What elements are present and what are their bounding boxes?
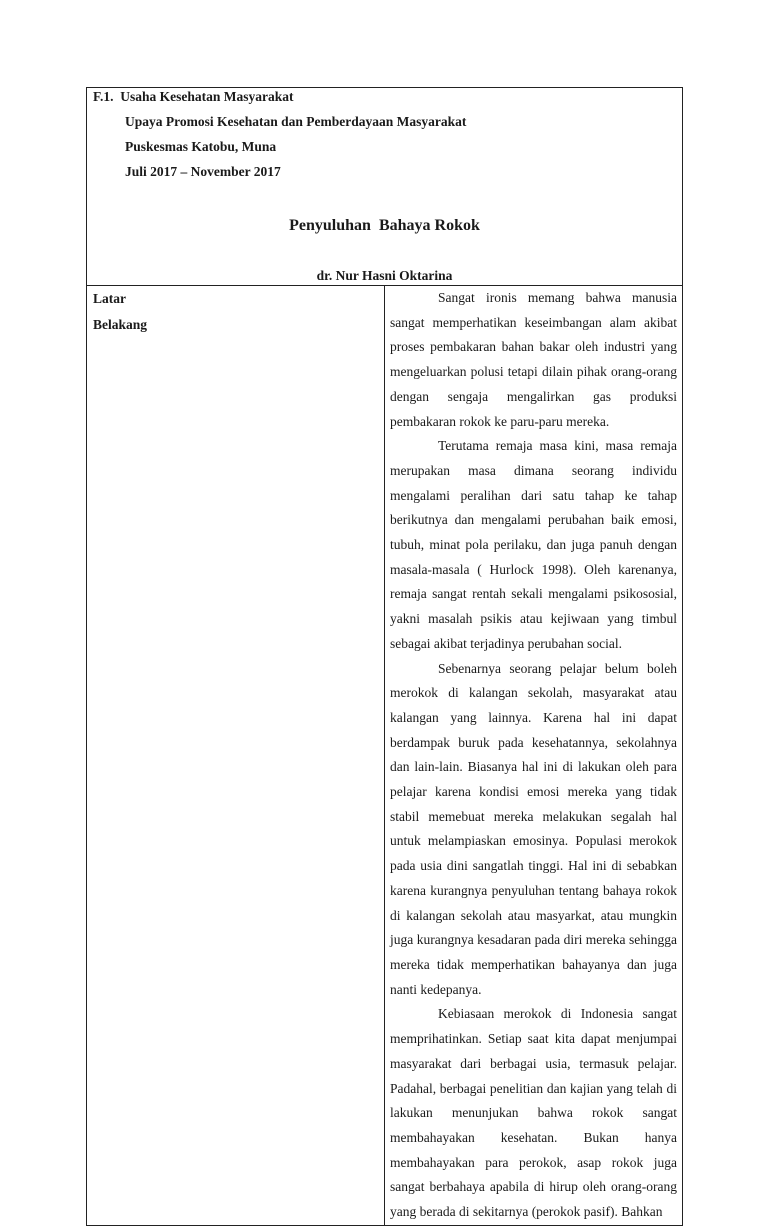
- header-cell: [87, 88, 683, 286]
- section-body-cell: [385, 286, 683, 1226]
- document-table: [86, 87, 683, 1226]
- program-subtitle: Upaya Promosi Kesehatan dan Pemberdayaan Masyarakat: [125, 114, 467, 129]
- location-line: Puskesmas Katobu, Muna: [125, 139, 277, 154]
- program-heading: [93, 89, 294, 105]
- program-code: F.1.: [93, 89, 114, 104]
- body-paragraph: Kebiasaan merokok di Indonesia sangat memprihatinkan. Setiap saat kita dapat menjumpai masyarakat dari berbagai usia, termasuk pelajar. Padahal, berbagai penelitian dan kajian yang telah di lakukan menunjukan bahwa rokok sangat membahayakan kesehatan. Bukan hanya membahayakan para perokok, asap rokok juga sangat berbahaya apabila di hirup oleh orang-orang yang berada di sekitarnya (perokok pasif). Bahkan: [390, 1006, 677, 1220]
- section-label-line: Latar: [93, 291, 126, 306]
- period-line: Juli 2017 – November 2017: [125, 164, 281, 179]
- section-label-line: Belakang: [93, 317, 148, 332]
- body-paragraph: Sebenarnya seorang pelajar belum boleh merokok di kalangan sekolah, masyarakat atau kalangan yang lainnya. Karena hal ini dapat berdampak buruk pada kesehatannya, sekolahnya dan lain-lain. Biasanya hal ini di lakukan oleh para pelajar karena kondisi emosi mereka yang tidak stabil memebuat mereka melakukan segalah hal untuk melampiaskan emosinya. Populasi merokok pada usia dini sangatlah tinggi. Hal ini di sebabkan karena kurangnya penyuluhan tentang bahaya rokok di kalangan sekolah atau masyarkat, atau mungkin juga kurangnya kesadaran pada diri mereka sehingga mereka tidak memperhatikan bahayanya dan juga nanti kedepanya.: [390, 660, 677, 997]
- author-name: dr. Nur Hasni Oktarina: [316, 268, 453, 283]
- document-title: Penyuluhan Bahaya Rokok: [289, 217, 480, 234]
- body-paragraph: Sangat ironis memang bahwa manusia sangat memperhatikan keseimbangan alam akibat proses pembakaran bahan bakar oleh industri yang mengeluarkan polusi tetapi dilain pihak orang-orang dengan sengaja mengalirkan gas produksi pembakaran rokok ke paru-paru mereka.: [390, 290, 677, 429]
- program-name: Usaha Kesehatan Masyarakat: [120, 89, 294, 104]
- section-label-cell: [87, 286, 385, 1226]
- body-paragraph: Terutama remaja masa kini, masa remaja merupakan masa dimana seorang individu mengalami peralihan dari satu tahap ke tahap berikutnya dan mengalami perubahan baik emosi, tubuh, minat pola perilaku, dan juga panuh dengan masala-masala ( Hurlock 1998). Oleh karenanya, remaja sangat rentah sekali mengalami psikososial, yakni masalah psikis atau kejiwaan yang timbul sebagai akibat terjadinya perubahan social.: [390, 438, 677, 651]
